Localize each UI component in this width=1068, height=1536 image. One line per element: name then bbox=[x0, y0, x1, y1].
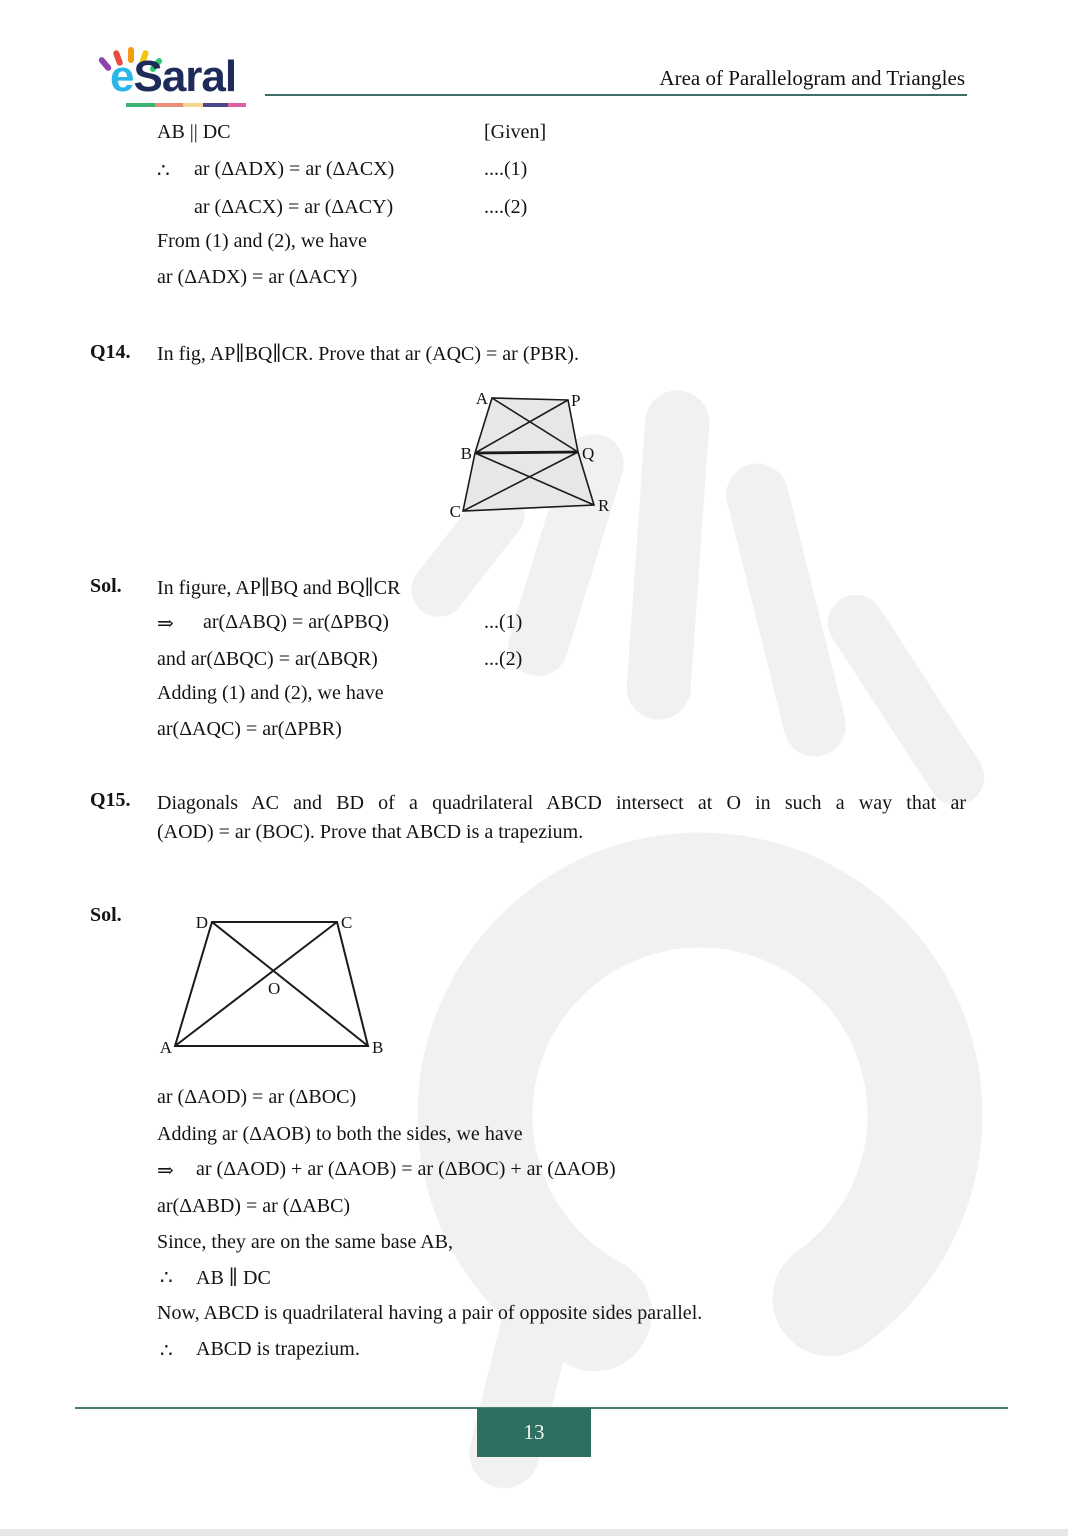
vertex-label-c: C bbox=[449, 502, 461, 521]
therefore-symbol: ∴ bbox=[157, 160, 170, 182]
brand-underline bbox=[126, 103, 246, 107]
sol-label: Sol. bbox=[90, 575, 122, 597]
esaral-logo bbox=[88, 50, 268, 110]
solution-line: Sol. In figure, AP∥BQ and BQ∥CR bbox=[90, 575, 401, 599]
question-number: Q15. bbox=[90, 789, 131, 811]
question-number: Q14. bbox=[90, 341, 131, 363]
question-q14 bbox=[0, 341, 1068, 371]
proof-line: AB || DC [Given] bbox=[157, 121, 547, 143]
implies-symbol: ⇒ bbox=[157, 613, 174, 635]
solution-line: ar(ΔABD) = ar (ΔABC) bbox=[157, 1195, 351, 1217]
vertex-label-r: R bbox=[598, 496, 610, 515]
solution-line: Since, they are on the same base AB, bbox=[157, 1231, 454, 1253]
solution-line: Now, ABCD is quadrilateral having a pair of opposite sides parallel. bbox=[157, 1302, 703, 1324]
vertex-label-a: A bbox=[475, 389, 488, 408]
proof-line: ar (ΔACX) = ar (ΔACY) ....(2) bbox=[194, 196, 528, 218]
therefore-symbol: ∴ bbox=[160, 1340, 173, 1362]
vertex-label-a: A bbox=[159, 1038, 172, 1057]
solution-line: ⇒ ar (ΔAOD) + ar (ΔAOB) = ar (ΔBOC) + ar (ΔAOB) bbox=[157, 1158, 616, 1182]
question-text: Diagonals AC and BD of a quadrilateral ABCD intersect at O in such a way that ar (AOD) = ar (BOC). Prove that ABCD is a trapezium. bbox=[157, 792, 966, 843]
solution-line: ∴ AB ∥ DC bbox=[160, 1267, 271, 1289]
implies-symbol: ⇒ bbox=[157, 1160, 174, 1182]
vertex-label-b: B bbox=[460, 444, 472, 463]
page-number-badge bbox=[477, 1408, 591, 1457]
proof-line: From (1) and (2), we have bbox=[157, 230, 367, 252]
vertex-label-b: B bbox=[372, 1038, 384, 1057]
solution-line: ar (ΔAOD) = ar (ΔBOC) bbox=[157, 1086, 357, 1108]
solution-line: and ar(ΔBQC) = ar(ΔBQR) ...(2) bbox=[157, 648, 523, 670]
solution-line: Adding ar (ΔAOB) to both the sides, we have bbox=[157, 1123, 523, 1145]
solution-line: ⇒ ar(ΔABQ) = ar(ΔPBQ) ...(1) bbox=[157, 611, 523, 635]
therefore-symbol: ∴ bbox=[160, 1267, 173, 1289]
proof-line: ∴ ar (ΔADX) = ar (ΔACX) ....(1) bbox=[157, 158, 528, 182]
figure-q14-trapezium bbox=[448, 386, 618, 522]
page-bottom-edge bbox=[0, 1529, 1068, 1536]
solution-line: ar(ΔAQC) = ar(ΔPBR) bbox=[157, 718, 342, 740]
vertex-label-d: D bbox=[195, 913, 208, 932]
vertex-label-p: P bbox=[571, 391, 581, 410]
vertex-label-c: C bbox=[341, 913, 353, 932]
header-rule bbox=[265, 94, 967, 96]
proof-line: ar (ΔADX) = ar (ΔACY) bbox=[157, 266, 358, 288]
question-text: In fig, AP∥BQ∥CR. Prove that ar (AQC) = ar (PBR). bbox=[157, 343, 579, 365]
vertex-label-q: Q bbox=[582, 444, 595, 463]
solution-line: Adding (1) and (2), we have bbox=[157, 682, 384, 704]
brand-wordmark: eSaral bbox=[110, 52, 237, 101]
page-number: 13 bbox=[523, 1420, 545, 1444]
page-title: Area of Parallelogram and Triangles bbox=[659, 66, 965, 90]
sol-label: Sol. bbox=[90, 904, 122, 926]
point-label-o: O bbox=[268, 979, 281, 998]
figure-q15-trapezium bbox=[158, 902, 392, 1064]
solution-line: ∴ ABCD is trapezium. bbox=[160, 1338, 360, 1362]
